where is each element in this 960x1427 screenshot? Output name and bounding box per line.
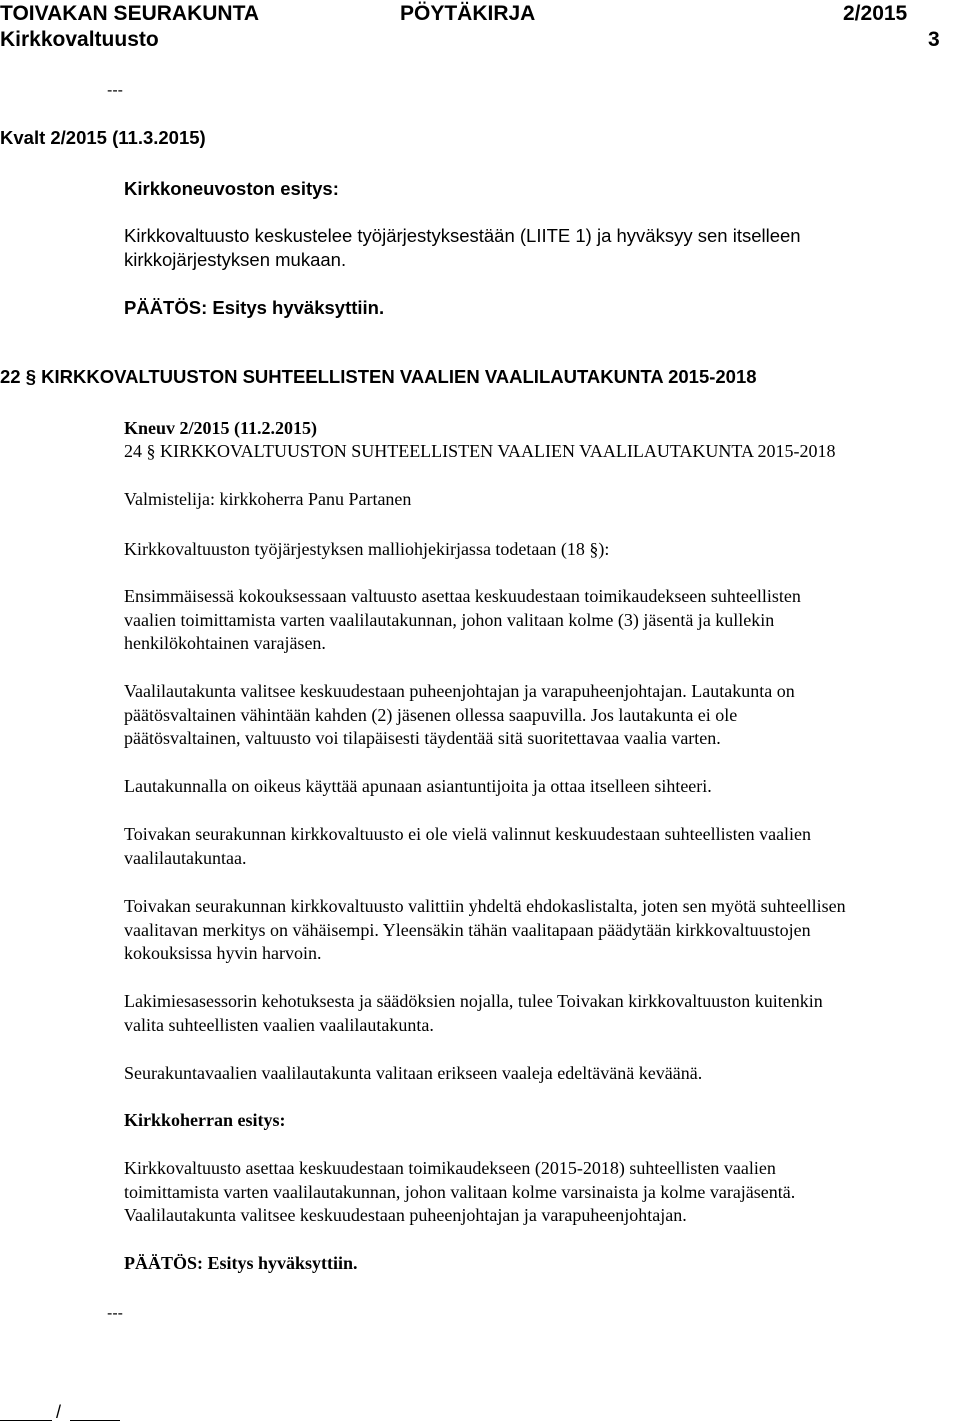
paragraph-line: päätösvaltainen vähintään kahden (2) jäsenen ollessa saapuvilla. Jos lautakunta ei ole	[124, 704, 738, 725]
kirkkoneuvosto-decision: PÄÄTÖS: Esitys hyväksyttiin.	[124, 297, 385, 318]
paragraph	[124, 895, 960, 966]
section-heading: KIRKKOVALTUUSTON SUHTEELLISTEN VAALIEN VAALILAUTAKUNTA 2015-2018	[41, 366, 757, 387]
item-symbol: §	[146, 441, 156, 461]
kneuv-decision: PÄÄTÖS: Esitys hyväksyttiin.	[124, 1253, 358, 1273]
page-number: 3	[928, 28, 940, 51]
paragraph-line: Seurakuntavaalien vaalilautakunta valitaan erikseen vaaleja edeltävänä keväänä.	[124, 1063, 703, 1083]
separator-top: ---	[107, 82, 123, 99]
item-title	[124, 441, 835, 462]
item-heading: KIRKKOVALTUUSTON SUHTEELLISTEN VAALIEN VAALILAUTAKUNTA 2015-2018	[160, 441, 836, 461]
paragraph-line: Toivakan seurakunnan kirkkovaltuusto valittiin yhdeltä ehdokaslistalta, joten sen myötä suhteellisen	[124, 896, 846, 916]
paragraph-line: Lakimiesasessorin kehotuksesta ja säädöksien nojalla, tulee Toivakan kirkkovaltuuston kuitenkin	[124, 991, 823, 1011]
document-type: PÖYTÄKIRJA	[400, 2, 536, 25]
kneuv-reference: Kneuv 2/2015 (11.2.2015)	[124, 418, 318, 438]
signature-slash: /	[56, 1402, 62, 1422]
signature-line-left	[0, 1420, 52, 1421]
section-number: 22	[0, 366, 21, 387]
paragraph-line: vaalitavan merkitys on vähäisempi. Yleensäkin tähän vaalitapaan päädytään kirkkovaltuustojen	[124, 919, 811, 940]
paragraph	[124, 585, 960, 656]
paragraph	[124, 680, 960, 751]
kirkkoneuvosto-proposal	[124, 224, 960, 272]
item-number: 24	[124, 441, 142, 461]
paragraph-line: Vaalilautakunta valitsee keskuudestaan puheenjohtajan ja varapuheenjohtajan. Lautakunta on	[124, 681, 795, 701]
intro-text: Kirkkovaltuuston työjärjestyksen malliohjekirjassa todetaan (18 §):	[124, 539, 610, 559]
paragraph-line: Lautakunnalla on oikeus käyttää apunaan asiantuntijoita ja ottaa itselleen sihteeri.	[124, 776, 712, 796]
preparer: Valmistelija: kirkkoherra Panu Partanen	[124, 489, 412, 509]
paragraph	[124, 775, 960, 799]
kvalt-reference: Kvalt 2/2015 (11.3.2015)	[0, 127, 206, 148]
proposal-line: toimittamista varten vaalilautakunnan, johon valitaan kolme varsinaista ja kolme varajäsentä.	[124, 1181, 796, 1202]
proposal-line: Vaalilautakunta valitsee keskuudestaan puheenjohtajan ja varapuheenjohtajan.	[124, 1205, 687, 1225]
paragraph-line: vaalilautakuntaa.	[124, 847, 247, 868]
paragraph	[124, 823, 960, 870]
paragraph-line: kokouksissa hyvin harvoin.	[124, 943, 322, 963]
signature-line-right	[70, 1420, 120, 1421]
separator-bottom: ---	[107, 1305, 123, 1322]
organization-name: TOIVAKAN SEURAKUNTA	[0, 2, 260, 25]
paragraph	[124, 990, 960, 1037]
kirkkoherra-heading: Kirkkoherran esitys:	[124, 1110, 286, 1130]
kirkkoneuvosto-heading: Kirkkoneuvoston esitys:	[124, 178, 339, 199]
paragraph-line: henkilökohtainen varajäsen.	[124, 633, 326, 653]
proposal-line: Kirkkovaltuusto keskustelee työjärjestyksestään (LIITE 1) ja hyväksyy sen itselleen	[124, 225, 801, 246]
paragraph-line: päätösvaltainen, valtuusto voi tilapäisesti täydentää sitä suoritettavaa vaalia varten.	[124, 728, 721, 748]
paragraph-line: Ensimmäisessä kokouksessaan valtuusto asettaa keskuudestaan toimikaudekseen suhteellisten	[124, 586, 801, 606]
section-title	[0, 366, 757, 388]
paragraph-line: Toivakan seurakunnan kirkkovaltuusto ei ole vielä valinnut keskuudestaan suhteellisten vaalien	[124, 824, 812, 844]
paragraph	[124, 1062, 960, 1086]
proposal-line: Kirkkovaltuusto asettaa keskuudestaan toimikaudekseen (2015-2018) suhteellisten vaalien	[124, 1158, 776, 1178]
paragraph-line: valita suhteellisten vaalien vaalilautakunta.	[124, 1014, 434, 1035]
governing-body: Kirkkovaltuusto	[0, 28, 159, 51]
proposal-line: kirkkojärjestyksen mukaan.	[124, 249, 347, 270]
section-symbol: §	[25, 366, 37, 387]
kirkkoherra-proposal	[124, 1157, 960, 1228]
document-number: 2/2015	[843, 2, 908, 25]
paragraph-line: vaalien toimittamista varten vaalilautakunnan, johon valitaan kolme (3) jäsentä ja kullekin	[124, 609, 775, 630]
